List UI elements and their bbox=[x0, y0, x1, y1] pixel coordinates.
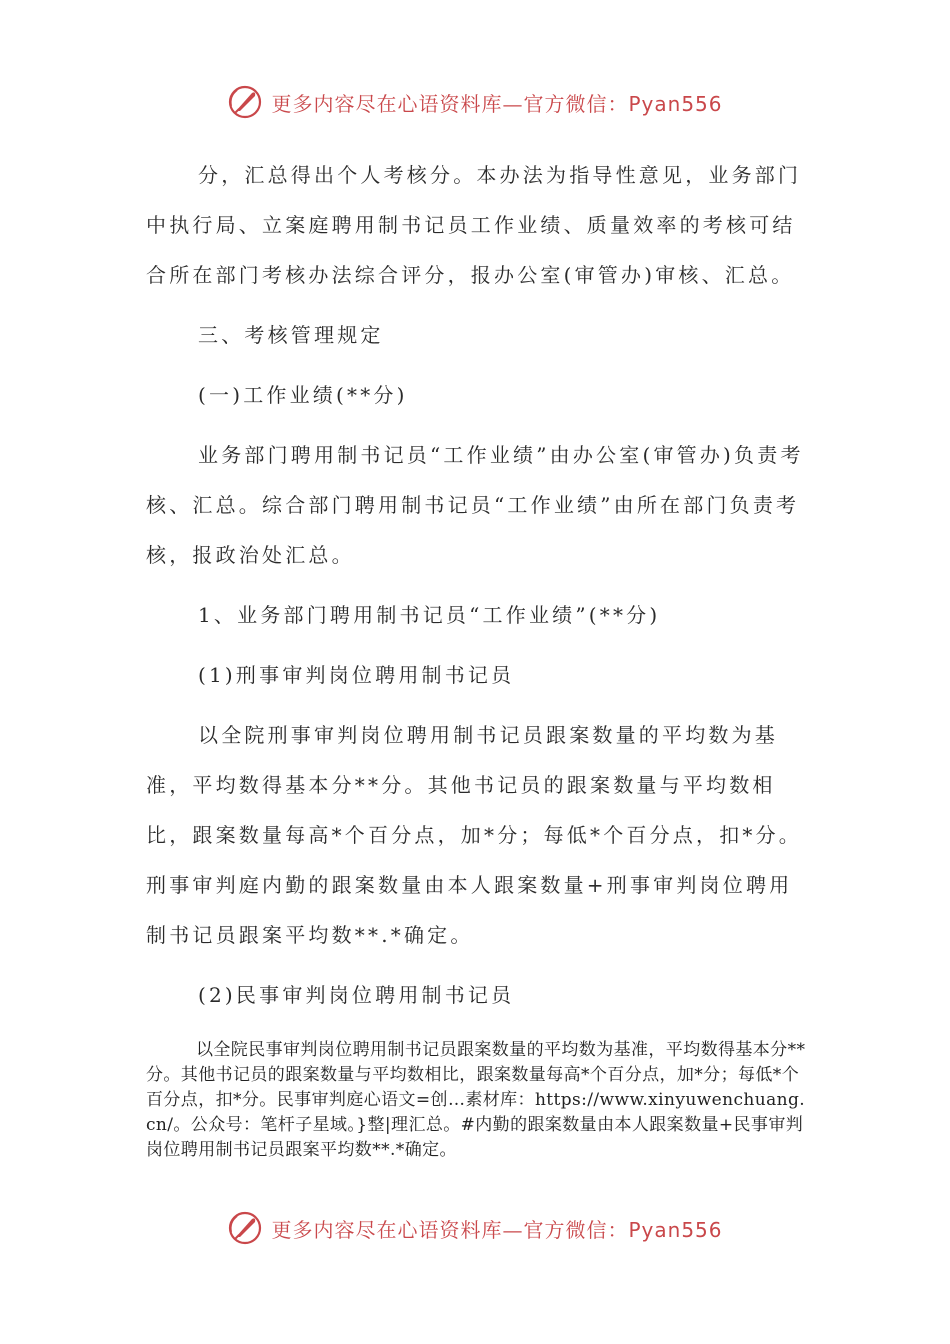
document-body bbox=[146, 150, 806, 1163]
banner-text: 更多内容尽在心语资料库—官方微信：Pyan556 bbox=[271, 91, 723, 116]
section-heading: 三、考核管理规定 bbox=[198, 323, 384, 347]
banner-wechat-id: Pyan556 bbox=[628, 91, 723, 116]
subsection-heading: (一)工作业绩(**分) bbox=[198, 383, 408, 407]
banner-wechat-id: Pyan556 bbox=[628, 1217, 723, 1242]
paragraph: 分，汇总得出个人考核分。本办法为指导性意见，业务部门中执行局、立案庭聘用制书记员工作业绩、质量效率的考核可结合所在部门考核办法综合评分，报办公室(审管办)审核、汇总。 bbox=[146, 163, 802, 287]
paragraph: 以全院刑事审判岗位聘用制书记员跟案数量的平均数为基准，平均数得基本分**分。其他书记员的跟案数量与平均数相比，跟案数量每高*个百分点，加*分；每低*个百分点，扣*分。刑事审判庭内勤的跟案数量由本人跟案数量+刑事审判岗位聘用制书记员跟案平均数**.*确定。 bbox=[146, 723, 802, 947]
quill-pen-logo-icon bbox=[227, 84, 263, 120]
item-heading: 1、业务部门聘用制书记员“工作业绩”(**分) bbox=[198, 603, 661, 627]
footer-banner bbox=[0, 1210, 950, 1246]
banner-text: 更多内容尽在心语资料库—官方微信：Pyan556 bbox=[271, 1217, 723, 1242]
quill-pen-logo-icon bbox=[227, 1210, 263, 1246]
dense-paragraph: 以全院民事审判岗位聘用制书记员跟案数量的平均数为基准，平均数得基本分**分。其他书记员的跟案数量与平均数相比，跟案数量每高*个百分点，加*分；每低*个百分点，扣*分。民事审判庭心语文=创…素材库：https://www.xinyuwenchuang.cn/。公众号：笔杆子星域。}整|理汇总。#内勤的跟案数量由本人跟案数量+民事审判岗位聘用制书记员跟案平均数**.*确定。 bbox=[146, 1040, 806, 1160]
header-banner bbox=[0, 84, 950, 120]
item-subheading: (1)刑事审判岗位聘用制书记员 bbox=[198, 663, 515, 687]
paragraph: 业务部门聘用制书记员“工作业绩”由办公室(审管办)负责考核、汇总。综合部门聘用制书记员“工作业绩”由所在部门负责考核，报政治处汇总。 bbox=[146, 443, 804, 567]
item-subheading: (2)民事审判岗位聘用制书记员 bbox=[198, 983, 515, 1007]
